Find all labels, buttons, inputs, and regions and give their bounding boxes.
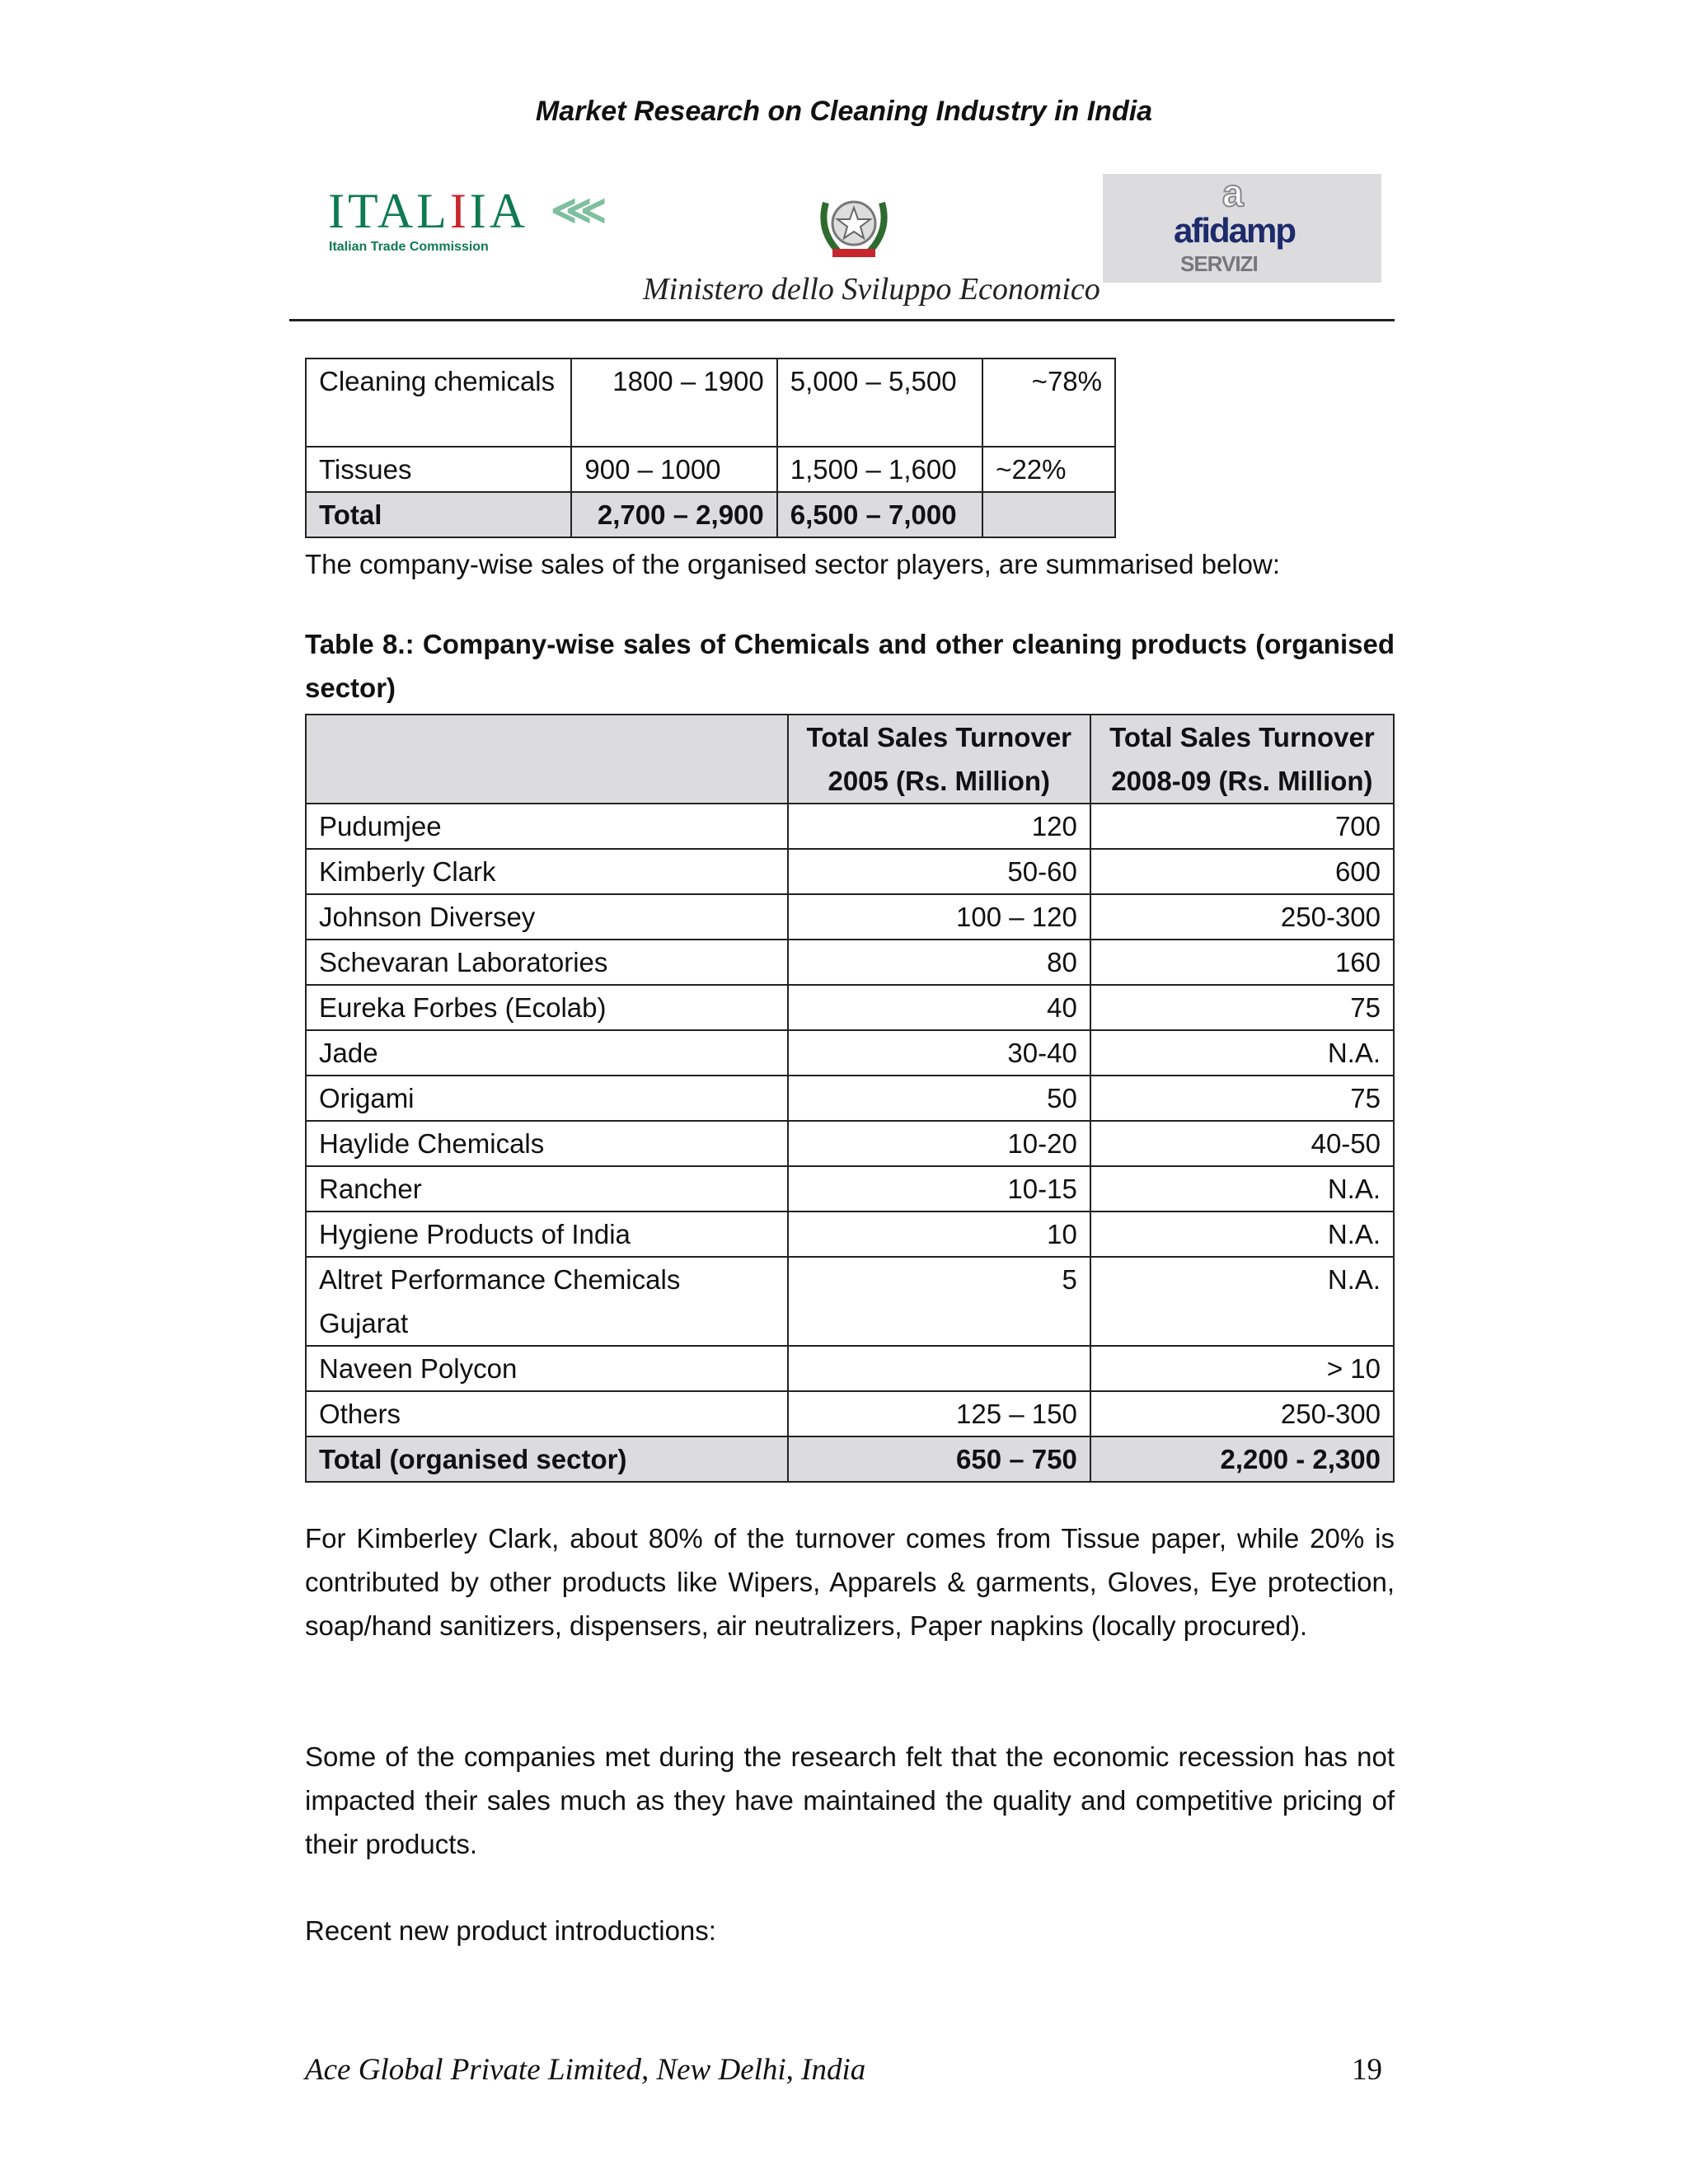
company-name: Schevaran Laboratories: [306, 940, 788, 985]
cell: Tissues: [306, 447, 571, 492]
afidamp-a-icon: a: [1222, 171, 1244, 214]
sales-value: N.A.: [1090, 1257, 1394, 1346]
afidamp-logo: [1103, 171, 1381, 283]
sales-value: N.A.: [1090, 1212, 1394, 1257]
servizi-logo-text: SERVIZI: [1180, 251, 1258, 276]
company-name: Rancher: [306, 1166, 788, 1212]
intro-text: The company-wise sales of the organised sector players, are summarised below:: [305, 549, 1281, 579]
sales-value: 100 – 120: [788, 894, 1090, 940]
footer-text: Ace Global Private Limited, New Delhi, India: [305, 2053, 866, 2087]
sales-value: 10-15: [788, 1166, 1090, 1212]
ministero-logo: Ministero dello Sviluppo Economico: [643, 272, 1100, 307]
sales-value: 50-60: [788, 849, 1090, 894]
cell: Cleaning chemicals: [306, 359, 571, 447]
table-row: [306, 1030, 1394, 1076]
cell: 5,000 – 5,500: [777, 359, 982, 447]
itc-logo-text: Italian Trade Commission: [329, 240, 489, 254]
sales-value: 40: [788, 985, 1090, 1030]
sales-value: N.A.: [1090, 1030, 1394, 1076]
table-row: [306, 894, 1394, 940]
paragraph: Recent new product introductions:: [305, 1915, 716, 1946]
sales-value: 600: [1090, 849, 1394, 894]
company-name: Kimberly Clark: [306, 849, 788, 894]
company-name: Pudumjee: [306, 804, 788, 849]
company-name-text: Altret Performance Chemicals Gujarat: [319, 1264, 681, 1338]
sales-value: 250-300: [1090, 894, 1394, 940]
table-row: [306, 1166, 1394, 1212]
sales-value: 10: [788, 1212, 1090, 1257]
sales-value: 10-20: [788, 1121, 1090, 1166]
table-row: [306, 985, 1394, 1030]
sales-value: 75: [1090, 985, 1394, 1030]
table-row: [306, 1121, 1394, 1166]
cell: 1,500 – 1,600: [777, 447, 982, 492]
sales-value: N.A.: [1090, 1166, 1394, 1212]
sales-value: 160: [1090, 940, 1394, 985]
paragraph: Some of the companies met during the research felt that the economic recession has not impacted their sales much as they have maintained the quality and competitive pricing of their products.: [305, 1741, 1395, 1859]
column-header: Total Sales Turnover 2008-09 (Rs. Million): [1090, 715, 1394, 804]
column-header: Total Sales Turnover 2005 (Rs. Million): [788, 715, 1090, 804]
cell: [982, 492, 1115, 537]
document-title: Market Research on Cleaning Industry in India: [535, 96, 1153, 127]
sales-value: > 10: [1090, 1346, 1394, 1391]
table-row: [306, 359, 1115, 447]
sales-value: 40-50: [1090, 1121, 1394, 1166]
cell: ~78%: [982, 359, 1115, 447]
total-row: [306, 1436, 1394, 1482]
total-row: [306, 492, 1115, 537]
company-name: Others: [306, 1391, 788, 1436]
company-name: Total (organised sector): [306, 1436, 788, 1482]
page-number: 19: [1352, 2053, 1382, 2087]
sales-value: 50: [788, 1076, 1090, 1121]
itc-arrow-icon: ⋘: [551, 189, 607, 232]
sales-value: 125 – 150: [788, 1391, 1090, 1436]
italia-logo: ITALIIA: [328, 184, 529, 238]
table-row: [306, 1212, 1394, 1257]
sales-value: [788, 1346, 1090, 1391]
sales-value: 650 – 750: [788, 1436, 1090, 1482]
cell: 2,700 – 2,900: [571, 492, 776, 537]
segment-table: [305, 358, 1116, 538]
company-name: Naveen Polycon: [306, 1346, 788, 1391]
table-row: [306, 804, 1394, 849]
paragraph: For Kimberley Clark, about 80% of the turnover comes from Tissue paper, while 20% is contributed by other products like Wipers, Apparels & garments, Gloves, Eye protection, soap/hand sanitizers, dispensers, air neutralizers, Paper napkins (locally procured).: [305, 1523, 1395, 1641]
cell: 1800 – 1900: [571, 359, 776, 447]
company-sales-table: [305, 714, 1395, 1483]
table-row: [306, 447, 1115, 492]
column-header: [306, 715, 788, 804]
table-row: [306, 1076, 1394, 1121]
cell: 6,500 – 7,000: [777, 492, 982, 537]
sales-value: 80: [788, 940, 1090, 985]
table-row: [306, 1346, 1394, 1391]
sales-value: 2,200 - 2,300: [1090, 1436, 1394, 1482]
table-row: [306, 849, 1394, 894]
cell: Total: [306, 492, 571, 537]
afidamp-logo-text: afidamp: [1174, 211, 1296, 250]
company-name: Jade: [306, 1030, 788, 1076]
sales-value: 30-40: [788, 1030, 1090, 1076]
company-name: [306, 1257, 788, 1346]
company-name: Hygiene Products of India: [306, 1212, 788, 1257]
header-rule: [289, 319, 1395, 321]
sales-value: 75: [1090, 1076, 1394, 1121]
company-name: Eureka Forbes (Ecolab): [306, 985, 788, 1030]
italian-emblem-icon: [816, 186, 892, 269]
company-name: Origami: [306, 1076, 788, 1121]
table-row: [306, 940, 1394, 985]
sales-value: 5: [788, 1257, 1090, 1346]
company-name: Johnson Diversey: [306, 894, 788, 940]
table-row: [306, 1391, 1394, 1436]
sales-value: 700: [1090, 804, 1394, 849]
sales-value: 250-300: [1090, 1391, 1394, 1436]
table-header-row: [306, 715, 1394, 804]
company-name: Haylide Chemicals: [306, 1121, 788, 1166]
cell: 900 – 1000: [571, 447, 776, 492]
sales-value: 120: [788, 804, 1090, 849]
cell: ~22%: [982, 447, 1115, 492]
table-row: [306, 1257, 1394, 1346]
table-caption: Table 8.: Company-wise sales of Chemicals and other cleaning products (organised sector): [305, 629, 1395, 703]
